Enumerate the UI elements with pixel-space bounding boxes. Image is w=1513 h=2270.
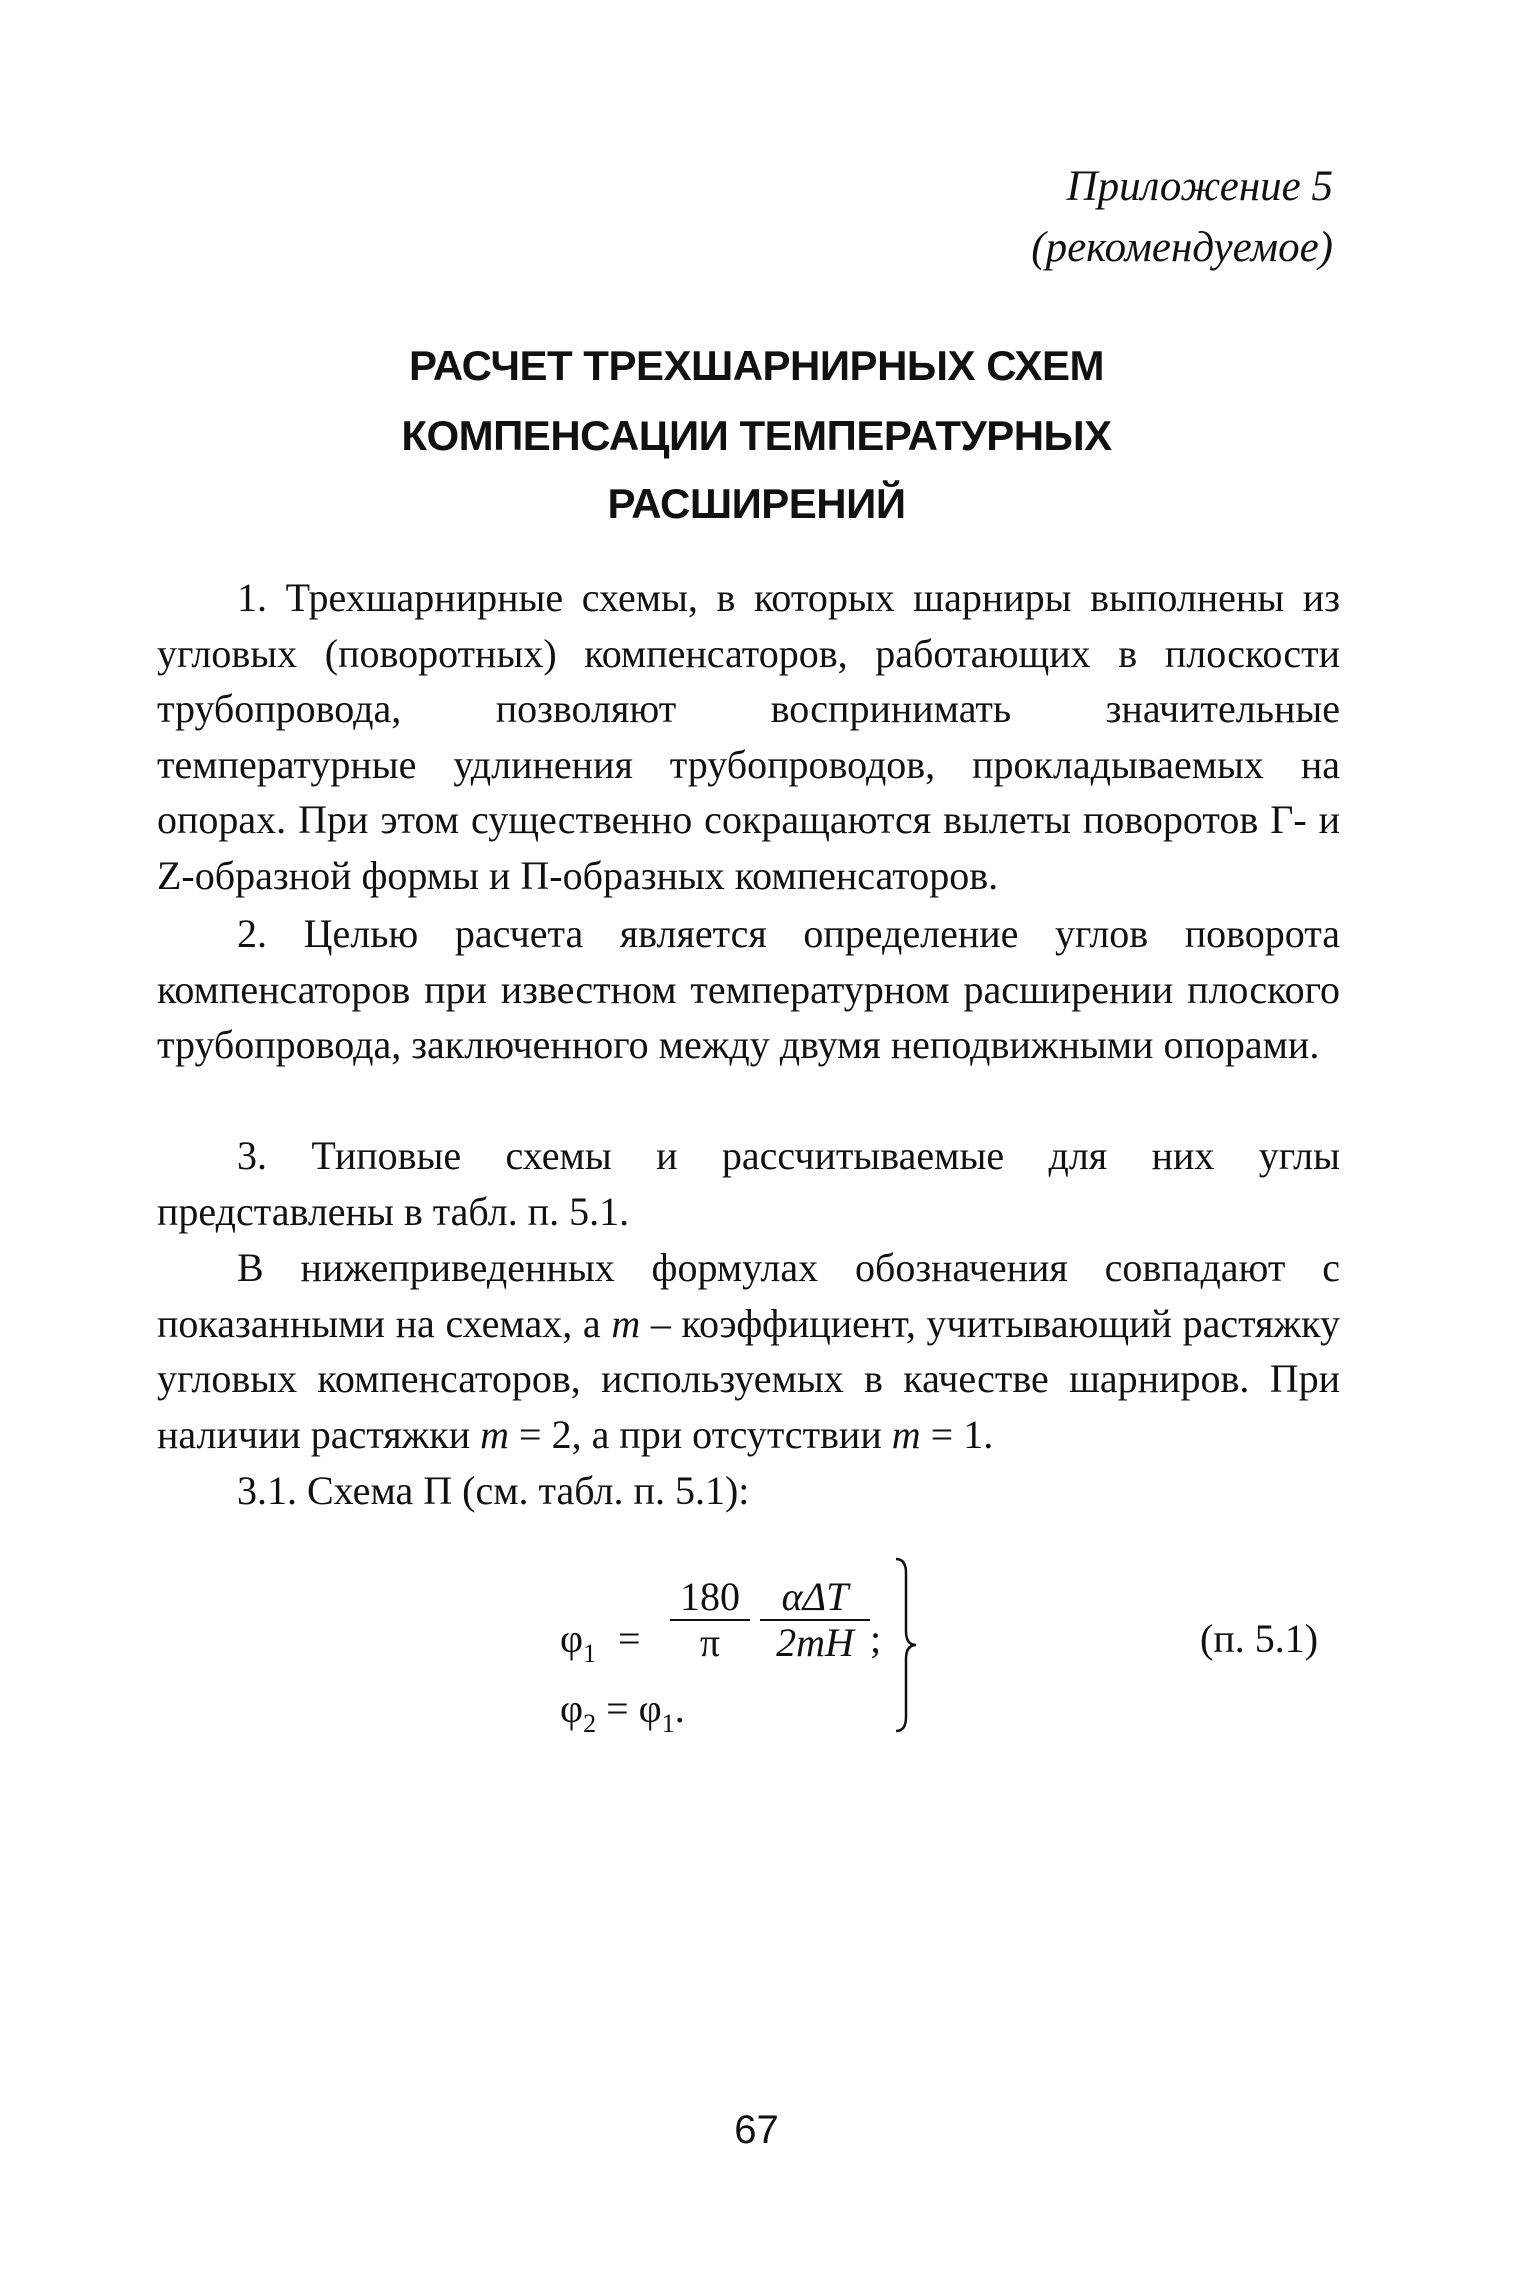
fraction-alpha-dt-over-2mh bbox=[760, 1575, 870, 1665]
paragraph-4-part-b: – коэффициент, учитывающий растяжку угловых компенсаторов, используемых в качестве шарниров. При наличии растяжки bbox=[157, 1300, 1340, 1457]
paragraph-5-text: 3.1. Схема П (см. табл. п. 5.1): bbox=[237, 1468, 750, 1513]
paragraph-4-part-c: = 2, а при отсутствии bbox=[509, 1411, 892, 1457]
right-brace-icon bbox=[892, 1555, 922, 1735]
paragraph-2-text: 2. Целью расчета является определение углов поворота компенсаторов при известном температурном расширении плоского трубопровода, заключенного между двумя неподвижными опорами. bbox=[157, 911, 1340, 1067]
equation-number: (п. 5.1) bbox=[1200, 1616, 1319, 1661]
fraction-denominator: 2mH bbox=[776, 1620, 854, 1665]
title-line-1: РАСЧЕТ ТРЕХШАРНИРНЫХ СХЕМ bbox=[409, 342, 1104, 389]
formula-phi-1: $\varphi_1$ bbox=[560, 1616, 597, 1668]
appendix-label: Приложение 5 bbox=[1066, 163, 1333, 210]
paragraph-5 bbox=[157, 1463, 1340, 1519]
fraction-denominator: π bbox=[699, 1620, 721, 1665]
paragraph-1-text: 1. Трехшарнирные схемы, в которых шарниры выполнены из угловых (поворотных) компенсаторов, работающих в плоскости трубопровода, позволяют воспринимать значительные температурные удлинения трубопроводов, прокладываемых на опорах. При этом существенно сокращаются вылеты поворотов Г- и Z-образной формы и П-образных компенсаторов. bbox=[157, 575, 1340, 898]
variable-m: m bbox=[611, 1300, 641, 1346]
formula-p5-1 bbox=[560, 1555, 1360, 1738]
fraction-numerator: αΔT bbox=[781, 1574, 849, 1619]
paragraph-4-part-a: В нижеприведенных формулах обозначения совпадают с показанными на схемах, а bbox=[157, 1245, 1340, 1346]
paragraph-3-text: 3. Типовые схемы и рассчитываемые для них углы представлены в табл. п. 5.1. bbox=[157, 1133, 1340, 1234]
fraction-numerator: 180 bbox=[680, 1574, 740, 1619]
paragraph-4-text bbox=[157, 1240, 1340, 1462]
paragraph-4 bbox=[157, 1240, 1340, 1462]
formula-phi-2-line: $\varphi_2 = \varphi_1$. bbox=[560, 1686, 685, 1738]
appendix-note: (рекомендуемое) bbox=[1031, 224, 1333, 271]
formula-semicolon: ; bbox=[870, 1616, 882, 1661]
page-number: 67 bbox=[734, 2108, 779, 2152]
fraction-180-over-pi bbox=[670, 1575, 750, 1665]
variable-m: m bbox=[480, 1411, 510, 1457]
formula-equals: = bbox=[618, 1616, 641, 1661]
paragraph-4-part-d: = 1. bbox=[920, 1411, 994, 1457]
paragraph-2 bbox=[157, 906, 1340, 1073]
paragraph-3 bbox=[157, 1128, 1340, 1239]
title-line-3: РАСШИРЕНИЙ bbox=[607, 480, 906, 527]
title-line-2: КОМПЕНСАЦИИ ТЕМПЕРАТУРНЫХ bbox=[401, 412, 1112, 459]
variable-m: m bbox=[891, 1411, 921, 1457]
paragraph-1 bbox=[157, 570, 1340, 903]
